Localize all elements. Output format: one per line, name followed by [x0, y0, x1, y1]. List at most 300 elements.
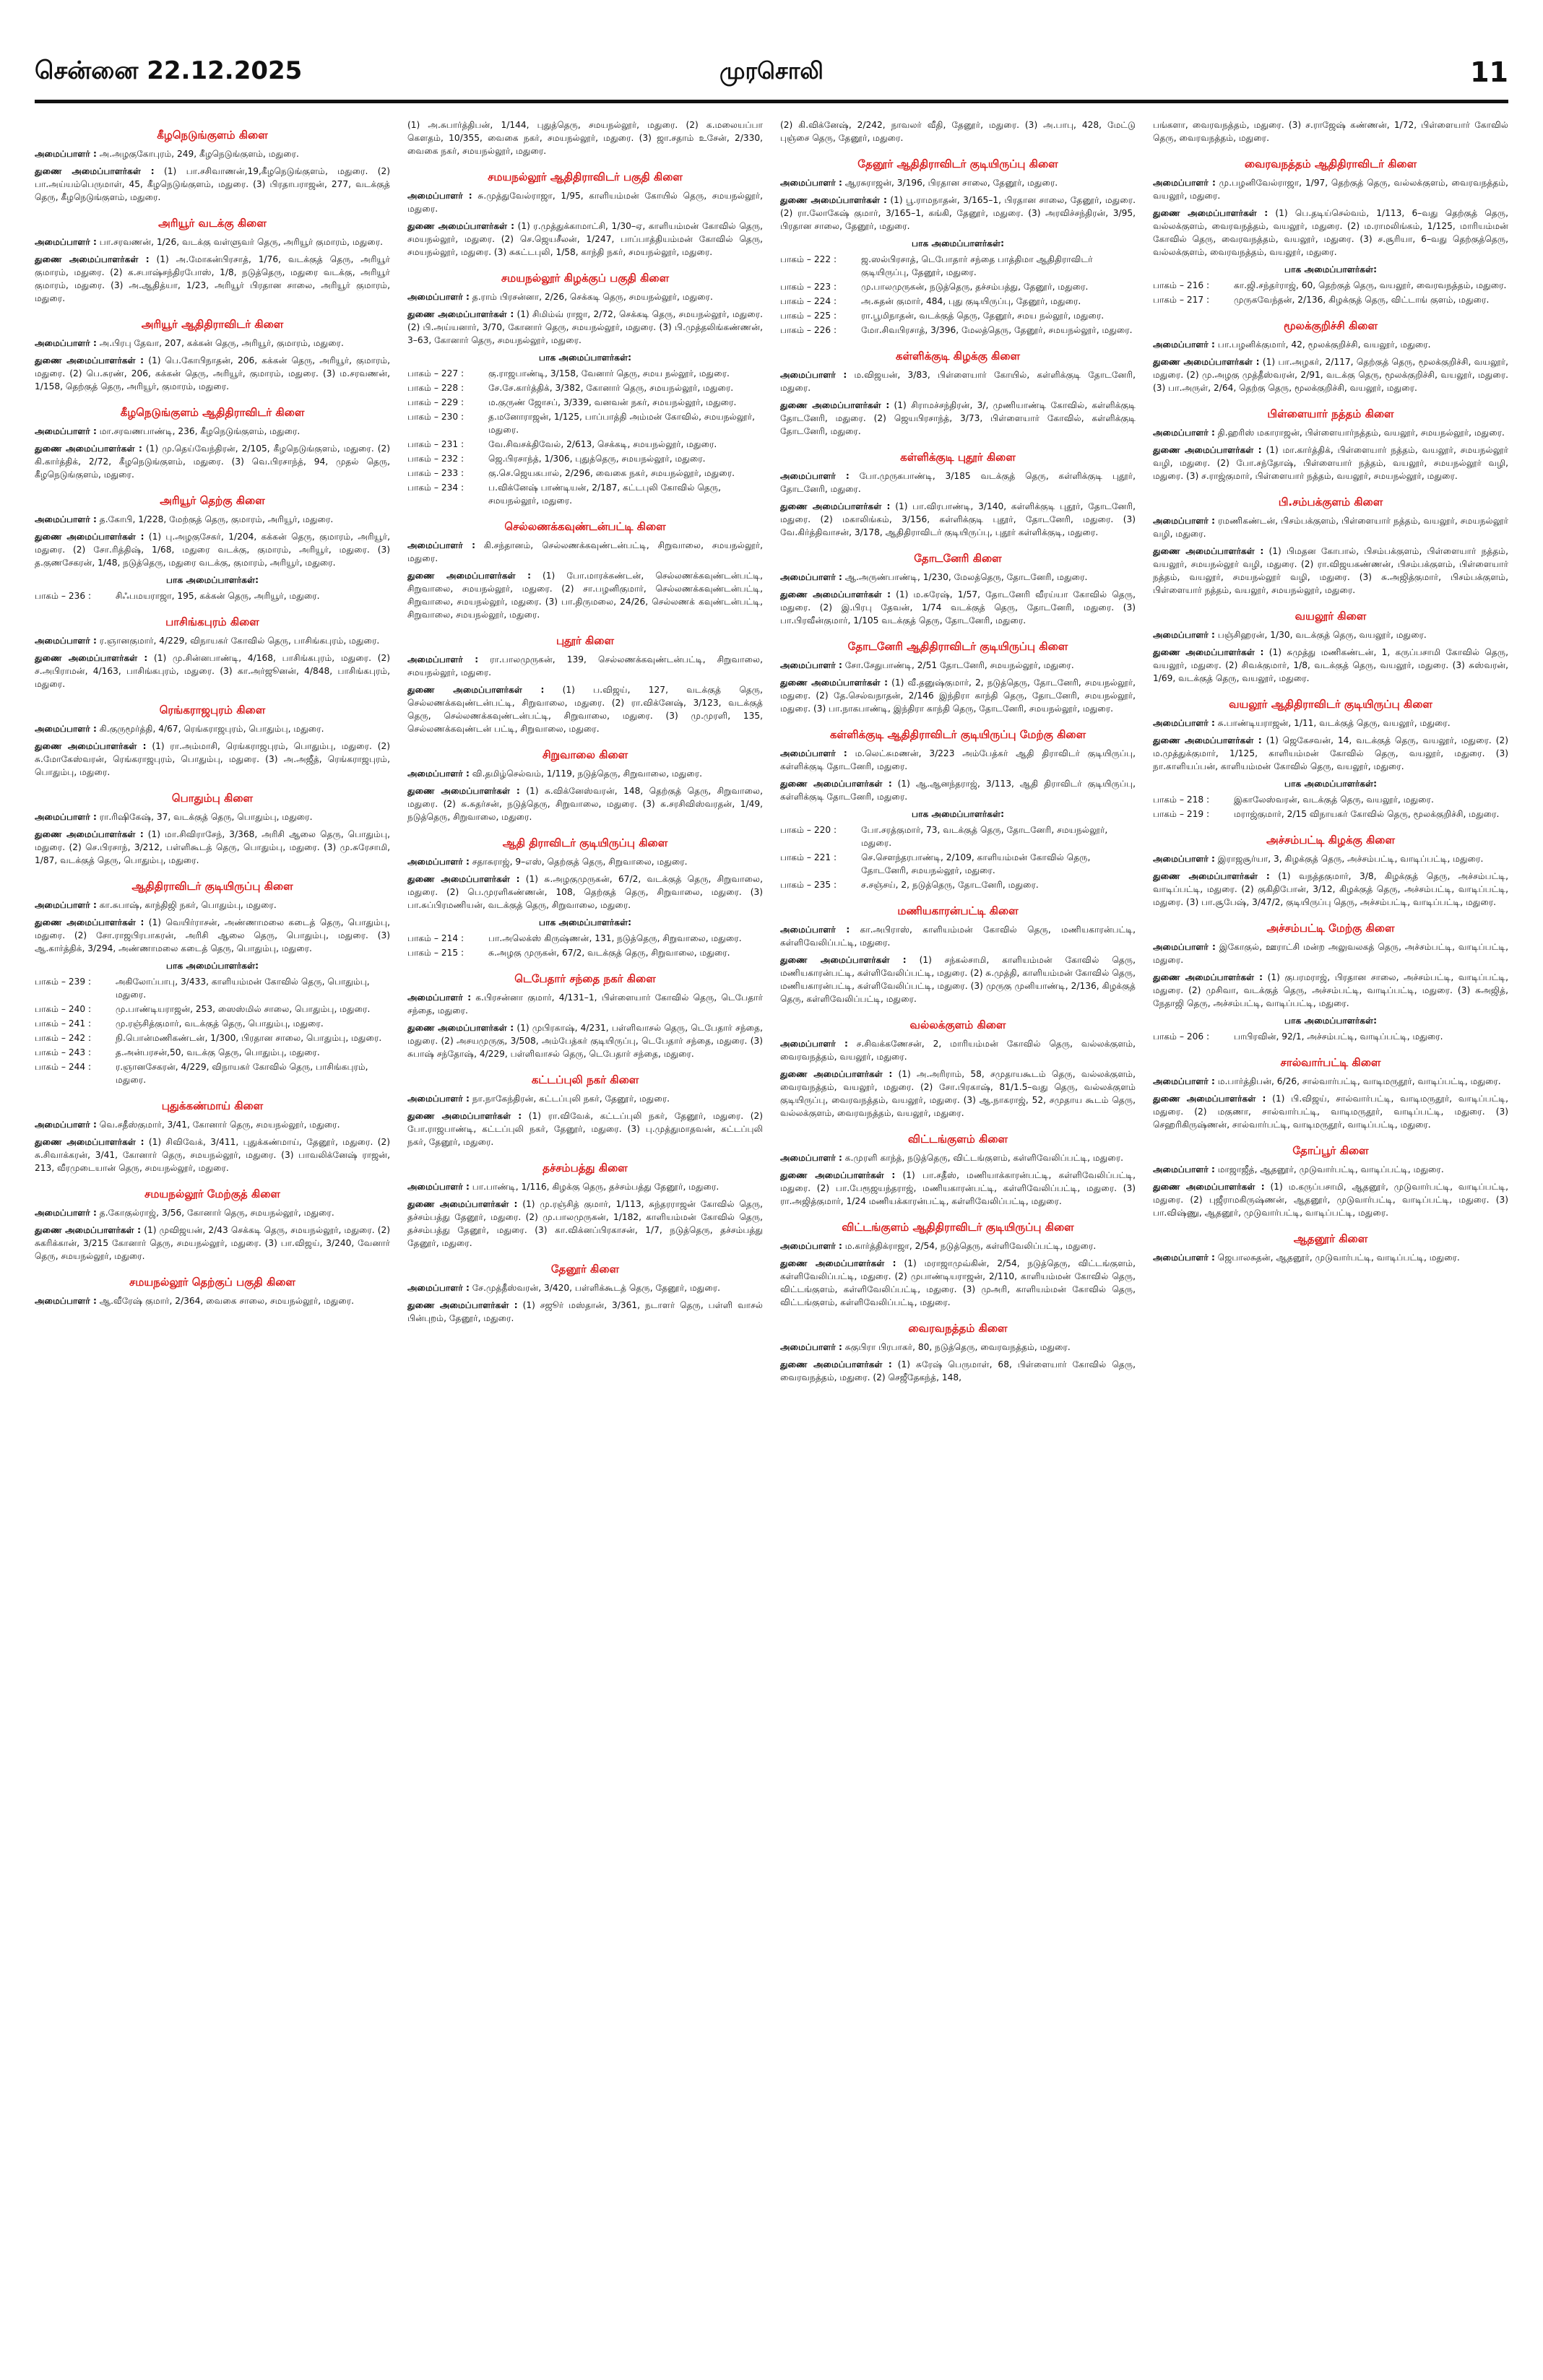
- booth-text: மோ.சிவபிரசாத், 3/396, மேலத்தெரு, தேனூர், சமயநல்லூர், மதுரை.: [861, 325, 1133, 335]
- booth-text: செ.சௌந்தரபாண்டி, 2/109, காளியம்மன் கோவில் தெரு, தோடனேரி, சமயநல்லூர், மதுரை.: [861, 852, 1091, 875]
- deputy-text: (1) மு.சின்னபாண்டி, 4/168, பாசிங்கபுரம், மதுரை. (2) ச.அபிராமன், 4/163, பாசிங்கபுரம், மதுரை. (3) கா.அர்ஜூனன், 4/848, பாசிங்கபுரம், மதுரை.: [35, 653, 390, 689]
- organiser-label: அமைப்பாளர் :: [35, 812, 97, 822]
- deputy-text: (1) சந்கல்சாமி, காளியம்மன் கோவில் தெரு, மணியகாரன்பட்டி, கள்ளிவேலிப்பட்டி, மதுரை. (2) சு.முத்தி, காளியம்மன் கோவில் தெரு, மணியகாரன்பட்டி, கள்ளிவேலிப்பட்டி, மதுரை. (3) முருகு முனியாண்டி, 2/136, கிழக்குத் தெரு, கள்ளிவேலிப்பட்டி, மதுரை.: [780, 955, 1136, 1004]
- booth-number: பாகம் – 244 :: [35, 1062, 92, 1072]
- organiser-text: தி.ஹரிஸ் மகாராஜன், பிள்ளையார்நத்தம், வயலூர், சமயநல்லூர், மதுரை.: [1217, 428, 1505, 438]
- booth-text: சு.அழகு முருகன், 67/2, வடக்குத் தெரு, சிறுவாலை, மதுரை.: [488, 948, 730, 958]
- deputy-label: துணை அமைப்பாளர்கள் :: [35, 653, 148, 663]
- organiser-entry: [780, 747, 1136, 773]
- deputy-entry: [1153, 545, 1508, 597]
- organiser-entry: [780, 923, 1136, 949]
- booth-text: அகிலோப்பாபு, 3/433, காளியம்மன் கோவில் தெரு, பொதும்பு, மதுரை.: [116, 977, 370, 1000]
- organiser-entry: [407, 1180, 763, 1193]
- branch-heading: கள்ளிக்குடி புதூர் கிளை: [900, 451, 1016, 464]
- organiser-label: அமைப்பாளர் :: [1153, 178, 1216, 188]
- deputy-entry: [1153, 443, 1508, 483]
- booth-text: இகாலேஸ்வரன், வடக்குத் தெரு, வயலூர், மதுரை.: [1234, 795, 1434, 805]
- deputy-text: (1) ரா.அம்மாசி, ரெங்கராஜபுரம், பொதும்பு, மதுரை. (2) சு.மோகேஸ்வரன், ரெங்கராஜபுரம், பொதும்பு, மதுரை. (3) அ.அஜீத், ரெங்கராஜபுரம், பொதும்பு, மதுரை.: [35, 741, 390, 777]
- booth-number: பாகம் – 231 :: [407, 439, 464, 449]
- deputy-entry: [35, 1135, 390, 1174]
- organiser-text: பா.பாண்டி, 1/116, கிழக்கு தெரு, தச்சம்பத்து தேனூர், மதுரை.: [472, 1182, 719, 1192]
- deputy-entry: [780, 1358, 1136, 1384]
- booth-number: பாகம் – 214 :: [407, 933, 464, 943]
- deputy-entry: [35, 530, 390, 569]
- organiser-entry: [780, 1239, 1136, 1252]
- deputy-entry: [35, 652, 390, 691]
- booth-row: [407, 396, 763, 409]
- deputy-label: துணை அமைப்பாளர்கள் :: [407, 874, 520, 884]
- booth-row: [780, 851, 1136, 877]
- organiser-text: வி.தமிழ்செல்வம், 1/119, நடுத்தெரு, சிறுவாலை, மதுரை.: [472, 769, 703, 779]
- booth-row: [1153, 793, 1508, 806]
- deputy-label: துணை அமைப்பாளர்கள் :: [35, 443, 142, 454]
- branch-heading: ஆதி திராவிடர் குடியிருப்பு கிளை: [502, 836, 668, 849]
- branch-heading: அரியூர் வடக்கு கிளை: [158, 217, 267, 230]
- booth-row: [35, 589, 390, 602]
- deputy-label: துணை அமைப்பாளர்கள் :: [780, 1170, 896, 1180]
- deputy-entry: [1153, 355, 1508, 394]
- booth-number: பாகம் – 221 :: [780, 852, 837, 862]
- deputy-text: (1) மு.ரஞ்சித் குமார், 1/113, சுந்தரராஜன் கோவில் தெரு, தச்சம்பத்து தேனூர், மதுரை. (2) மு.பாலமுருகன், 1/182, காளியம்மன் கோவில் தெரு, தச்சம்பத்து தேனூர், மதுரை. (3) கா.விக்னப்பிரகாசன், 1/7, நடுத்தெரு, தச்சம்பத்து தேனூர், மதுரை.: [407, 1199, 763, 1248]
- organiser-label: அமைப்பாளர் :: [35, 149, 97, 159]
- organiser-text: க.முரளி காந்த், நடுத்தெரு, விட்டங்குளம், கள்ளிவேலிப்பட்டி, மதுரை.: [844, 1153, 1123, 1163]
- booth-row: [407, 481, 763, 507]
- deputy-text: (1) பி.விஜய், சால்வார்பட்டி, வாடிமருதூர், வாடிப்பட்டி, மதுரை. (2) மகுணா, சால்வார்பட்டி, வாடிமருதூர், வாடிப்பட்டி, மதுரை. (3) செஹரிகிருஷ்ணன், சால்வார்பட்டி, வாடிமருதூர், வாடிப்பட்டி, மதுரை.: [1153, 1094, 1508, 1130]
- organiser-label: அமைப்பாளர் :: [1153, 1076, 1215, 1086]
- branch-heading: மணியகாரன்பட்டி கிளை: [897, 904, 1019, 917]
- deputy-label: துணை அமைப்பாளர்கள் :: [780, 400, 890, 410]
- deputy-text: (1) முபிரகாஷ், 4/231, பள்ளிவாசல் தெரு, டெபேதார் சந்தை, மதுரை. (2) அசயமுருகு, 3/508, அம்பேத்கர் குடியிருப்பு, டெபேதார் சந்தை, மதுரை. (3) சுபாஷ் சந்தோஷ், 4/229, பள்ளிவாசல் தெரு, டெபேதார் சந்தை, மதுரை.: [407, 1023, 763, 1059]
- branch-section: [1153, 610, 1508, 685]
- organiser-label: அமைப்பாளர் :: [1153, 718, 1215, 728]
- branch-section: [1153, 698, 1508, 821]
- branch-heading: தச்சம்பத்து கிளை: [543, 1161, 628, 1174]
- masthead: [35, 51, 1508, 94]
- branch-section: [35, 792, 390, 867]
- booth-number: பாகம் – 243 :: [35, 1047, 92, 1057]
- deputy-text: (1) குபரமராஜ், பிரதான சாலை, அச்சம்பட்டி, வாடிப்பட்டி, மதுரை. (2) முசிவா, வடக்குத் தெரு, அச்சம்பட்டி, வாடிப்பட்டி, மதுரை. (3) சுஅஜித், நேதாஜி தெரு, அச்சம்பட்டி, வாடிப்பட்டி, மதுரை.: [1153, 972, 1508, 1008]
- branch-section: [1153, 496, 1508, 597]
- deputy-label: துணை அமைப்பாளர்கள் :: [780, 678, 888, 688]
- booth-heading: பாக அமைப்பாளர்கள்:: [912, 238, 1004, 248]
- booth-row: [407, 367, 763, 380]
- deputy-entry: [407, 784, 763, 823]
- deputy-text: (1) மராஜாமுவ்கின், 2/54, நடுத்தெரு, விட்டங்குளம், கள்ளிவேலிப்பட்டி, மதுரை. (2) முபாண்டியராஜன், 2/110, காளியம்மன் கோவில் தெரு, விட்டங்குளம், கள்ளிவேலிப்பட்டி, மதுரை. (3) முஅரி, காளியம்மன் கோவில் தெரு, விட்டங்குளம், கள்ளிவேலிப்பட்டி, மதுரை.: [780, 1258, 1136, 1307]
- deputy-text: (1) போ.மாரக்கண்டன், செல்லணக்கவுண்டன்பட்டி, சிறுவாலை, சமயநல்லூர், மதுரை. (2) சா.பழனிகுமார், செல்லணக்கவுண்டன்பட்டி, சிறுவாலை, சமயநல்லூர், மதுரை. (3) பா.திருமலை, 24/26, செல்லணக் கவுண்டன்பட்டி, சிறுவாலை, சமயநல்லூர், மதுரை.: [407, 571, 763, 620]
- deputy-label: துணை அமைப்பாளர்கள் :: [407, 1300, 518, 1310]
- organiser-text: மா.சரவணபாண்டி, 236, கீழநெடுங்குளம், மதுரை.: [99, 426, 301, 436]
- deputy-text: (1) சுமுத்து மணிகண்டன், 1, கருப்பசாமி கோவில் தெரு, வயலூர், மதுரை. (2) சிவக்குமார், 1/8, வடக்குத் தெரு, வயலூர், மதுரை. (3) சுஸ்வரன், 1/69, வடக்குத் தெரு, வயலூர், மதுரை.: [1153, 647, 1508, 683]
- deputy-entry: [35, 740, 390, 779]
- branch-heading: தோப்பூர் கிளை: [1292, 1144, 1369, 1157]
- deputy-label: துணை அமைப்பாளர்கள் :: [780, 1069, 893, 1079]
- booth-number: பாகம் – 217 :: [1153, 295, 1210, 305]
- organiser-label: அமைப்பாளர் :: [35, 338, 97, 348]
- deputy-text: (1) ஆ.ஆனந்தராஜ், 3/113, ஆதி திராவிடர் குடியிருப்பு, கள்ளிக்குடி தோடனேரி, மதுரை.: [780, 779, 1136, 802]
- organiser-label: அமைப்பாளர் :: [407, 1182, 470, 1192]
- branch-section: [35, 880, 390, 1086]
- booth-row: [35, 1003, 390, 1016]
- branch-heading: ஆதனூர் கிளை: [1293, 1232, 1368, 1245]
- organiser-label: அமைப்பாளர் :: [407, 769, 470, 779]
- organiser-label: அமைப்பாளர் :: [35, 1296, 97, 1306]
- organiser-text: த.ராம் பிரசன்னா, 2/26, செக்கடி தெரு, சமயநல்லூர், மதுரை.: [472, 292, 713, 302]
- organiser-entry: [407, 189, 763, 215]
- organiser-entry: [1153, 852, 1508, 865]
- branch-heading: ரெங்கராஜபுரம் கிளை: [159, 704, 266, 717]
- deputy-text: (1) அ.சுபார்த்திபன், 1/144, புதுத்தெரு, சமயநல்லூர், மதுரை. (2) க.மலையப்பா கௌதம், 10/355, வைகை நகர், சமயநல்லூர், மதுரை. (3) ஜா.சதாம் உசேன், 2/330, வைகை நகர், சமயநல்லூர், மதுரை.: [407, 120, 763, 156]
- branch-heading: வயலூர் ஆதிதிராவிடர் குடியிருப்பு கிளை: [1229, 698, 1432, 711]
- deputy-entry: [780, 588, 1136, 627]
- branch-section: [35, 615, 390, 691]
- deputy-entry: [407, 873, 763, 912]
- booth-row: [407, 410, 763, 436]
- deputy-entry: [407, 1021, 763, 1060]
- branch-section: [780, 1322, 1136, 1384]
- booth-text: கு.செ.ஜெயகபால், 2/296, வைகை நகர், சமயநல்லூர், மதுரை.: [488, 468, 735, 478]
- deputy-text: (1) ம.சுரேஷ், 1/57, தோடனேரி வீரய்யா கோவில் தெரு, மதுரை. (2) இ.பிரபு தேவன், 1/74 வடக்குத் தெரு, தோடனேரி, மதுரை. (3) பா.பிரவீன்குமார், 1/105 வடக்குத் தெரு, தோடனேரி, மதுரை.: [780, 589, 1136, 626]
- branch-heading: டெபேதார் சந்தை நகர் கிளை: [514, 972, 656, 985]
- booth-text: ச.சஞ்சய், 2, நடுத்தெரு, தோடனேரி, மதுரை.: [861, 880, 1039, 890]
- branch-section: [35, 1276, 390, 1307]
- deputy-text: (2) கி.விக்னேஷ், 2/242, நாவலர் வீதி, தேனூர், மதுரை. (3) அ.பாபு, 428, மேட்டு புஞ்சை தெரு, தேனூர், மதுரை.: [780, 120, 1136, 143]
- organiser-label: அமைப்பாளர் :: [780, 370, 847, 380]
- deputy-entry: [780, 676, 1136, 715]
- branch-heading: வயலூர் கிளை: [1295, 610, 1367, 623]
- booth-number: பாகம் – 219 :: [1153, 809, 1210, 819]
- branch-heading: மூலக்குறிச்சி கிளை: [1283, 319, 1378, 332]
- deputy-label: துணை அமைப்பாளர்கள் :: [1153, 357, 1260, 367]
- organiser-text: ம.லெட்சுமணன், 3/223 அம்பேத்கர் ஆதி திராவிடர் குடியிருப்பு, கள்ளிக்குடி தோடனேரி, மதுரை.: [780, 748, 1136, 771]
- deputy-label: துணை அமைப்பாளர்கள் :: [780, 1258, 896, 1268]
- organiser-label: அமைப்பாளர் :: [780, 1342, 842, 1352]
- column-1: [35, 116, 390, 2362]
- branch-heading: தோடனேரி ஆதிதிராவிடர் குடியிருப்பு கிளை: [847, 640, 1068, 653]
- organiser-label: அமைப்பாளர் :: [1153, 942, 1216, 952]
- organiser-entry: [1153, 1075, 1508, 1088]
- deputy-text: (1) ம.கருப்பசாமி, ஆதனூர், முடுவார்பட்டி, வாடிப்பட்டி, மதுரை. (2) புஜீராமகிருஷ்ணன், ஆதனூர், முடுவார்பட்டி, வாடிப்பட்டி, மதுரை. (3) பா.விஷ்ணு, ஆதனூர், முடுவார்பட்டி, வாடிப்பட்டி, மதுரை.: [1153, 1182, 1508, 1218]
- branch-heading: கட்டப்புலி நகர் கிளை: [531, 1073, 639, 1086]
- deputy-text: பங்களா, வைரவநத்தம், மதுரை. (3) ச.ராஜேஷ் கண்ணன், 1/72, பிள்ளையார் கோவில் தெரு, வைரவநத்தம், மதுரை.: [1153, 120, 1508, 143]
- organiser-entry: [35, 1118, 390, 1131]
- deputy-label: துணை அமைப்பாளர்கள் :: [35, 166, 155, 176]
- branch-section: [1153, 834, 1508, 909]
- branch-section: [35, 494, 390, 602]
- branch-section: [780, 451, 1136, 539]
- organiser-label: அமைப்பாளர் :: [407, 992, 472, 1003]
- deputy-label: துணை அமைப்பாளர்கள் :: [35, 355, 144, 365]
- branch-heading: சால்வார்பட்டி கிளை: [1280, 1056, 1381, 1069]
- organiser-entry: [35, 899, 390, 912]
- branch-heading: வல்லக்குளம் கிளை: [909, 1018, 1006, 1031]
- column-3: [780, 116, 1136, 2362]
- organiser-text: ரமணிகண்டன், பிசம்பக்குளம், பிள்ளையார் நத்தம், வயலூர், சமயநல்லூர் வழி, மதுரை.: [1153, 516, 1508, 539]
- deputy-text: (1) பெ.கோபிநாதன், 206, கக்கன் தெரு, அரியூர், குமாரம், மதுரை. (2) பெ.சுரண், 206, கக்கன் தெரு, அரியூர், குமாரம், மதுரை. (3) ம.சரவணன், 1/158, தெற்குத் தெரு, அரியூர், குமாரம், மதுரை.: [35, 355, 390, 391]
- organiser-label: அமைப்பாளர் :: [35, 237, 97, 247]
- deputy-label: துணை அமைப்பாளர்கள் :: [35, 1225, 142, 1235]
- deputy-text: (1) சிராமச்சந்திரன், 3/, முணியாண்டி கோவில், கள்ளிக்குடி தோடனேரி, மதுரை. (2) ஜெயபிரசாந்த், 3/73, பிள்ளையார் கோவில், கள்ளிக்குடி தோடனேரி, மதுரை.: [780, 400, 1136, 436]
- booth-number: பாகம் – 229 :: [407, 397, 464, 407]
- deputy-label: துணை அமைப்பாளர்கள் :: [407, 309, 514, 319]
- branch-heading: விட்டங்குளம் கிளை: [907, 1133, 1008, 1146]
- organiser-entry: [407, 991, 763, 1017]
- booth-row: [780, 253, 1136, 279]
- booth-text: மு.பாலமுருகன், நடுத்தெரு, தச்சம்பத்து, தேனூர், மதுரை.: [861, 282, 1089, 292]
- organiser-entry: [407, 653, 763, 679]
- deputy-entry: [35, 442, 390, 481]
- booth-number: பாகம் – 220 :: [780, 825, 837, 835]
- branch-heading: தேனூர் ஆதிதிராவிடர் குடியிருப்பு கிளை: [857, 157, 1058, 170]
- booth-row: [780, 878, 1136, 891]
- organiser-text: ம.பார்த்திபன், 6/26, சால்வார்பட்டி, வாடிமருதூர், வாடிப்பட்டி, மதுரை.: [1217, 1076, 1501, 1086]
- deputy-entry: [407, 1198, 763, 1250]
- deputy-entry: [1153, 734, 1508, 773]
- deputy-entry: [780, 953, 1136, 1005]
- deputy-label: துணை அமைப்பாளர்கள் :: [35, 741, 147, 751]
- booth-text: பாபிரவின், 92/1, அச்சம்பட்டி, வாடிப்பட்டி, மதுரை.: [1234, 1031, 1443, 1042]
- organiser-text: மாஜாஜீத், ஆதனூர், முடுவார்பட்டி, வாடிப்பட்டி, மதுரை.: [1217, 1164, 1444, 1174]
- booth-text: வே.சிவசக்திவேல், 2/613, செக்கடி, சமயநல்லூர், மதுரை.: [488, 439, 717, 449]
- branch-section: [407, 634, 763, 735]
- booth-text: நி.பொன்மணிகண்டன், 1/300, பிரதான சாலை, பொதும்பு, மதுரை.: [116, 1033, 382, 1043]
- deputy-label: துணை அமைப்பாளர்கள் :: [407, 786, 520, 796]
- organiser-text: பஞ்சிஹரன், 1/30, வடக்குத் தெரு, வயலூர், மதுரை.: [1217, 630, 1427, 640]
- organiser-label: அமைப்பாளர் :: [780, 471, 850, 481]
- organiser-text: கா.அபிராஸ், காளியம்மன் கோவில் தெரு, மணியகாரன்பட்டி, கள்ளிவேலிப்பட்டி, மதுரை.: [780, 925, 1136, 948]
- column-2: [407, 116, 763, 2362]
- booth-number: பாகம் – 239 :: [35, 977, 92, 987]
- deputy-label: துணை அமைப்பாளர்கள் :: [780, 501, 891, 511]
- deputy-entry: [407, 308, 763, 347]
- branch-section: [780, 728, 1136, 891]
- booth-text: அ.சுதன் குமார், 484, புது குடியிருப்பு, தேனூர், மதுரை.: [861, 296, 1081, 306]
- booth-row: [407, 932, 763, 945]
- branch-section: [407, 1263, 763, 1325]
- deputy-label: துணை அமைப்பாளர்கள் :: [407, 685, 545, 695]
- deputy-text: (1) மு.தெய்வேந்திரன், 2/105, கீழநெடுங்குளம், மதுரை. (2) கி.கார்த்திக், 2/72, கீழநெடுங்குளம், மதுரை. (3) வெ.பிரசாந்த், 94, முதல் தெரு, கீழநெடுங்குளம், மதுரை.: [35, 443, 390, 480]
- booth-text: ரா.பூமிநாதன், வடக்குத் தெரு, தேனூர், சமய நல்லூர், மதுரை.: [861, 311, 1105, 321]
- branch-heading: கள்ளிக்குடி கிழக்கு கிளை: [895, 350, 1021, 363]
- organiser-text: பா.பழனிக்குமார், 42, மூலக்குறிச்சி, வயலூர், மதுரை.: [1217, 339, 1431, 350]
- booth-number: பாகம் – 206 :: [1153, 1031, 1210, 1042]
- organiser-text: ஆ.வீரேஷ் குமார், 2/364, வைகை சாலை, சமயநல்லூர், மதுரை.: [99, 1296, 355, 1306]
- branch-section: [780, 118, 1136, 144]
- deputy-entry: [35, 828, 390, 867]
- deputy-entry: [35, 1224, 390, 1263]
- organiser-text: கி.குருமூர்த்தி, 4/67, ரெங்கராஜபுரம், பொதும்பு, மதுரை.: [99, 724, 324, 734]
- deputy-entry: [780, 1068, 1136, 1120]
- deputy-text: (1) சிமிம்வ் ராஜா, 2/72, செக்கடி தெரு, சமயநல்லூர், மதுரை. (2) பி.அய்யனார், 3/70, கோனார் தெரு, சமயநல்லூர், மதுரை. (3) பி.முத்தலிங்கண்ணன், 3–63, கோனார் தெரு, சமயநல்லூர், மதுரை.: [407, 309, 763, 345]
- booth-number: பாகம் – 227 :: [407, 368, 464, 378]
- branch-heading: தோடனேரி கிளை: [914, 552, 1002, 565]
- organiser-label: அமைப்பாளர் :: [35, 724, 97, 734]
- deputy-entry: [780, 1169, 1136, 1208]
- deputy-label: துணை அமைப்பாளர்கள் :: [1153, 546, 1264, 556]
- organiser-label: அமைப்பாளர் :: [35, 1120, 97, 1130]
- booth-number: பாகம் – 218 :: [1153, 795, 1210, 805]
- branch-section: [780, 552, 1136, 627]
- booth-number: பாகம் – 230 :: [407, 412, 464, 422]
- organiser-label: அமைப்பாளர் :: [780, 1039, 848, 1049]
- deputy-label: துணை அமைப்பாளர்கள் :: [35, 254, 150, 264]
- booth-number: பாகம் – 234 :: [407, 483, 464, 493]
- deputy-entry: [407, 1109, 763, 1148]
- booth-text: ம.குருண் ஜோசப், 3/339, வனவன் நகர், சமயநல்லூர், மதுரை.: [488, 397, 737, 407]
- booth-row: [35, 1060, 390, 1086]
- deputy-label: துணை அமைப்பாளர்கள் :: [35, 532, 144, 542]
- branch-section: [407, 272, 763, 507]
- deputy-entry: [407, 569, 763, 621]
- organiser-text: மு.பழனிவேல்ராஜா, 1/97, தெற்குத் தெரு, வல்லக்குளம், வைரவநத்தம், வயலூர், மதுரை.: [1153, 178, 1508, 201]
- branch-section: [35, 704, 390, 779]
- deputy-entry: [407, 683, 763, 735]
- branch-section: [780, 904, 1136, 1005]
- deputy-entry: [35, 354, 390, 393]
- organiser-label: அமைப்பாளர் :: [1153, 630, 1215, 640]
- booth-row: [407, 467, 763, 480]
- branch-heading: பிள்ளையார் நத்தம் கிளை: [1267, 407, 1394, 420]
- organiser-label: அமைப்பாளர் :: [407, 540, 475, 550]
- organiser-entry: [35, 337, 390, 350]
- organiser-text: சதாசுராஜ், 9–எஸ், தெற்குத் தெரு, சிறுவாலை, மதுரை.: [472, 857, 688, 867]
- booth-row: [407, 946, 763, 959]
- booth-row: [780, 295, 1136, 308]
- branch-section: [1153, 1144, 1508, 1219]
- branch-heading: கீழநெடுங்குளம் ஆதிதிராவிடர் கிளை: [120, 406, 305, 419]
- branch-heading: வைரவநத்தம் ஆதிதிராவிடர் கிளை: [1244, 157, 1417, 170]
- deputy-label: துணை அமைப்பாளர்கள் :: [407, 1111, 522, 1121]
- organiser-text: ம.கார்த்திக்ராஜா, 2/54, நடுத்தெரு, கள்ளிவேலிப்பட்டி, மதுரை.: [844, 1241, 1097, 1251]
- organiser-text: ச.சிவக்கணேசன், 2, மாரியம்மன் கோவில் தெரு, வல்லக்குளம், வைரவநத்தம், வயலூர், மதுரை.: [780, 1039, 1136, 1062]
- organiser-entry: [407, 1281, 763, 1294]
- booth-number: பாகம் – 240 :: [35, 1004, 92, 1014]
- deputy-label: துணை அமைப்பாளர்கள் :: [780, 1359, 892, 1369]
- deputy-text: (1) மா.கார்த்திக், பிள்ளையார் நத்தம், வயலூர், சமயநல்லூர் வழி, மதுரை. (2) போ.சந்தோஷ், பிள்ளையார் நத்தம், வயலூர், சமயநல்லூர் வழி, மதுரை. (3) ச.ராஜ்குமார், பிள்ளையார் நத்தம், வயலூர், சமயநல்லூர், மதுரை.: [1153, 445, 1508, 481]
- organiser-text: ஜெபாலசுதன், ஆதனூர், முடுவார்பட்டி, வாடிப்பட்டி, மதுரை.: [1217, 1252, 1460, 1263]
- booth-number: பாகம் – 235 :: [780, 880, 837, 890]
- branch-heading: அரியூர் தெற்கு கிளை: [160, 494, 265, 507]
- branch-section: [780, 1221, 1136, 1309]
- organiser-entry: [35, 235, 390, 248]
- organiser-text: த.கோகுல்ராஜ், 3/56, கோனார் தெரு, சமயநல்லூர், மதுரை.: [99, 1208, 334, 1218]
- organiser-entry: [407, 855, 763, 868]
- branch-heading: பாசிங்கபுரம் கிளை: [165, 615, 259, 628]
- deputy-label: துணை அமைப்பாளர்கள் :: [780, 955, 907, 965]
- organiser-label: அமைப்பாளர் :: [407, 857, 470, 867]
- booth-row: [35, 1017, 390, 1030]
- organiser-entry: [780, 368, 1136, 394]
- booth-heading: பாக அமைப்பாளர்கள்:: [1284, 779, 1377, 789]
- organiser-text: இகோகுல், ஊராட்சி மன்ற அலுவலகத் தெரு, அச்சம்பட்டி, வாடிப்பட்டி, மதுரை.: [1153, 942, 1508, 965]
- booth-text: சிஃபமயராஜா, 195, கக்கன் தெரு, அரியூர், மதுரை.: [116, 591, 320, 601]
- deputy-entry: [1153, 646, 1508, 685]
- organiser-entry: [1153, 1251, 1508, 1264]
- deputy-entry: [780, 1257, 1136, 1309]
- organiser-label: அமைப்பாளர் :: [35, 900, 97, 910]
- deputy-text: (1) அ.அரிராம், 58, சமுதாயகூடம் தெரு, வல்லக்குளம், வைரவநத்தம், வயலூர், மதுரை. (2) சோ.பிரகாஷ், 81/1.5–வது தெரு, வல்லக்குளம் குடியிருப்பு, வைரவநத்தம், வயலூர், மதுரை. (3) ஆ.நாகராஜ், 52, சமுதாய கூடம் தெரு, வல்லக்குளம், வைரவநத்தம், வயலூர், மதுரை.: [780, 1069, 1136, 1118]
- organiser-text: ர.ஞானகுமார், 4/229, விநாயகர் கோவில் தெரு, பாசிங்கபுரம், மதுரை.: [99, 636, 380, 646]
- branch-heading: சமயநல்லூர் கிழக்குப் பகுதி கிளை: [501, 272, 670, 285]
- deputy-label: துணை அமைப்பாளர்கள் :: [1153, 1182, 1265, 1192]
- branch-heading: செல்லணக்கவுண்டன்பட்டி கிளை: [504, 520, 666, 533]
- organiser-entry: [780, 659, 1136, 672]
- organiser-text: த.கோபி, 1/228, மேற்குத் தெரு, குமாரம், அரியூர், மதுரை.: [99, 514, 334, 524]
- booth-text: பா.அலெக்ஸ் கிருஷ்ணன், 131, நடுத்தெரு, சிறுவாலை, மதுரை.: [488, 933, 742, 943]
- branch-heading: புதூர் கிளை: [556, 634, 615, 647]
- branch-heading: கள்ளிக்குடி ஆதிதிராவிடர் குடியிருப்பு மேற்கு கிளை: [829, 728, 1086, 741]
- organiser-text: ரா.பாலமுருகன், 139, செல்லணக்கவுண்டன்பட்டி, சிறுவாலை, சமயநல்லூர், மதுரை.: [407, 654, 763, 678]
- booth-number: பாகம் – 242 :: [35, 1033, 92, 1043]
- booth-row: [1153, 808, 1508, 821]
- organiser-text: சு.முத்துவேல்ராஜா, 1/95, காளியம்மன் கோயில் தெரு, சமயநல்லூர், மதுரை.: [407, 191, 763, 214]
- deputy-entry: [780, 118, 1136, 144]
- booth-text: ஜ.ஸல்பிரசாத், டெபோதார் சந்தை பாத்திமா ஆதிதிராவிடர் குடியிருப்பு, தேனூர், மதுரை.: [861, 254, 1093, 277]
- branch-heading: சமயநல்லூர் தெற்குப் பகுதி கிளை: [129, 1276, 295, 1289]
- organiser-label: அமைப்பாளர் :: [780, 1153, 842, 1163]
- organiser-text: நா.நாகேந்திரன், கட்டப்புலி நகர், தேனூர், மதுரை.: [472, 1094, 670, 1104]
- deputy-text: (1) வெயிர்ராசன், அண்ணாமலை கடைத் தெரு, பொதும்பு, மதுரை. (2) சோ.ராஜபிரபாகரன், அரிசி ஆலை தெரு, பொதும்பு, மதுரை. (3) ஆ.கார்த்திக், 3/294, அண்ணாமலை கடைத் தெரு, பொதும்பு, மதுரை.: [35, 917, 390, 953]
- branch-section: [407, 520, 763, 621]
- deputy-entry: [780, 194, 1136, 233]
- booth-row: [35, 1031, 390, 1044]
- deputy-text: (1) வநத்தகுமார், 3/8, கிழக்குத் தெரு, அச்சம்பட்டி, வாடிப்பட்டி, மதுரை. (2) குகிதிபோன், 3/12, கிழக்குத் தெரு, அச்சம்பட்டி, வாடிப்பட்டி, மதுரை. (3) பா.சூபேஷ், 3/47/2, குடியிருப்பு தெரு, அச்சம்பட்டி, வாடிப்பட்டி, மதுரை.: [1153, 871, 1508, 907]
- organiser-label: அமைப்பாளர் :: [35, 426, 97, 436]
- branch-heading: ஆதிதிராவிடர் குடியிருப்பு கிளை: [131, 880, 293, 893]
- organiser-label: அமைப்பாளர் :: [780, 572, 842, 582]
- booth-number: பாகம் – 228 :: [407, 383, 464, 393]
- booth-number: பாகம் – 215 :: [407, 948, 464, 958]
- booth-row: [407, 452, 763, 465]
- organiser-entry: [407, 767, 763, 780]
- organiser-label: அமைப்பாளர் :: [1153, 854, 1215, 864]
- branch-heading: கீழநெடுங்குளம் கிளை: [157, 129, 268, 142]
- deputy-entry: [1153, 971, 1508, 1010]
- deputy-label: துணை அமைப்பாளர்கள் :: [407, 1199, 518, 1209]
- booth-number: பாகம் – 223 :: [780, 282, 837, 292]
- branch-heading: அரியூர் ஆதிதிராவிடர் கிளை: [141, 318, 284, 331]
- branch-section: [407, 972, 763, 1060]
- deputy-text: (1) சு.விக்னேஸ்வரன், 148, தெற்குத் தெரு, சிறுவாலை, மதுரை. (2) சு.சுதர்சன், நடுத்தெரு, சிறுவாலை, மதுரை. (3) சு.சரசிவிஸ்வரதன், 1/49, நடுத்தெரு, சிறுவாலை, மதுரை.: [407, 786, 763, 822]
- deputy-entry: [780, 777, 1136, 803]
- booth-row: [780, 280, 1136, 293]
- branch-heading: அச்சம்பட்டி கிழக்கு கிளை: [1266, 834, 1396, 847]
- branch-section: [1153, 157, 1508, 306]
- deputy-text: (1) பா.அழகர், 2/117, தெற்குத் தெரு, மூலக்குறிச்சி, வயலூர், மதுரை. (2) மு.அழகு முத்தீஸ்வரன், 2/91, வடக்கு தெரு, மூலக்குறிச்சி, வயலூர், மதுரை. (3) பா.அருள், 2/64, தெற்கு தெரு, மூலக்குறிச்சி, வயலூர், மதுரை.: [1153, 357, 1508, 393]
- branch-section: [407, 118, 763, 157]
- organiser-entry: [35, 722, 390, 735]
- organiser-entry: [780, 469, 1136, 496]
- booth-text: ர.ஞானசேகரன், 4/229, விநாயகர் கோவில் தெரு, பாசிங்கபுரம், மதுரை.: [116, 1062, 368, 1085]
- organiser-entry: [1153, 940, 1508, 966]
- booth-text: த.மனோராஜன், 1/125, பாப்பாத்தி அம்மன் கோவில், சமயநல்லூர், மதுரை.: [488, 412, 755, 435]
- branch-section: [780, 157, 1136, 337]
- booth-row: [35, 975, 390, 1001]
- booth-text: மு.ரஞ்சித்குமார், வடக்குத் தெரு, பொதும்பு, மதுரை.: [116, 1018, 324, 1029]
- deputy-entry: [407, 220, 763, 259]
- organiser-text: சுகுபிரா பிரபாகர், 80, நடுத்தெரு, வைரவநத்தம், மதுரை.: [844, 1342, 1071, 1352]
- organiser-text: அ.பிரபு தேவா, 207, கக்கன் தெரு, அரியூர், குமாரம், மதுரை.: [99, 338, 344, 348]
- organiser-entry: [1153, 514, 1508, 540]
- branch-heading: வைரவநத்தம் கிளை: [908, 1322, 1008, 1335]
- organiser-entry: [35, 1206, 390, 1219]
- booth-number: பாகம் – 233 :: [407, 468, 464, 478]
- deputy-label: துணை அமைப்பாளர்கள் :: [407, 1023, 514, 1033]
- deputy-text: (1) பு.அழகுசேகர், 1/204, கக்கன் தெரு, குமாரம், அரியூர், மதுரை. (2) சோ.ரித்திஷ், 1/68, மதுரை வடக்கு, குமாரம், அரியூர், மதுரை. (3) த.குணசேகரன், 1/48, நடுத்தெரு, மதுரை வடக்கு, குமாரம், அரியூர், மதுரை.: [35, 532, 390, 568]
- deputy-label: துணை அமைப்பாளர்கள் :: [1153, 1094, 1266, 1104]
- deputy-label: துணை அமைப்பாளர்கள் :: [407, 571, 531, 581]
- deputy-label: துணை அமைப்பாளர்கள் :: [780, 589, 891, 600]
- booth-text: மு.பாண்டியராஜன், 253, ஸைஸ்மில் சாலை, பொதும்பு, மதுரை.: [116, 1004, 371, 1014]
